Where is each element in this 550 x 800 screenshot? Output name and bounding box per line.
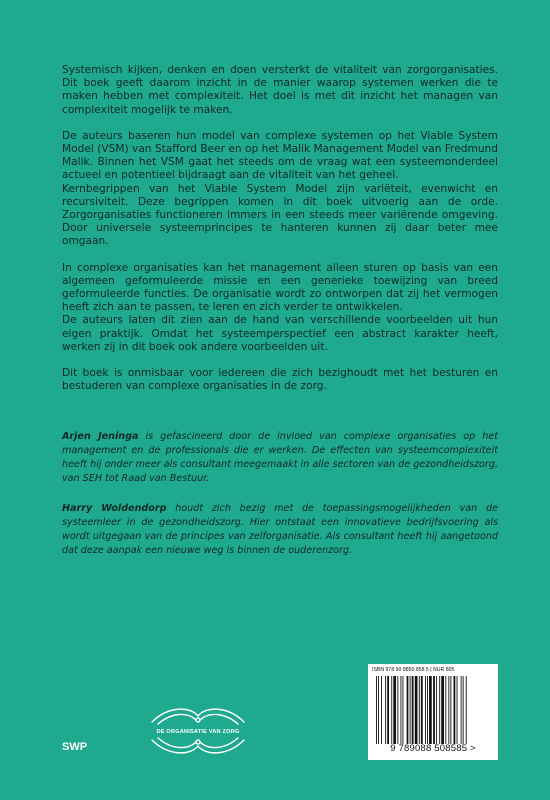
- publisher-website: www.swpboek.com: [407, 755, 459, 761]
- barcode-digits: 9 789088 508585 >: [390, 743, 476, 754]
- blurb-paragraph: De auteurs baseren hun model van complexe systemen op het Viable System Model (VSM) van Stafford Beer en op het Malik Management Model van Fredmund Malik. Binnen het VSM gaat het steeds om de vraag wat een systeemonderdeel actueel en potentieel bijdraagt aan de vitaliteit van het geheel.: [62, 129, 498, 182]
- barcode-panel: [368, 664, 498, 760]
- author-name: Harry Woldendorp: [62, 503, 167, 514]
- series-label: DE ORGANISATIE VAN ZORG: [156, 729, 240, 735]
- blurb-paragraph: In complexe organisaties kan het management alleen sturen op basis van een algemeen geformuleerde missie en een generieke toewijzing van breed geformuleerde functies. De organisatie wordt zo ontworpen dat zij het vermogen heeft zich aan te passen, te leren en zich verder te ontwikkelen.: [62, 261, 498, 314]
- barcode-icon: [376, 676, 490, 744]
- back-cover-blurb: [62, 64, 498, 406]
- blurb-paragraph: Systemisch kijken, denken en doen versterkt de vitaliteit van zorgorganisaties. Dit boek geeft daarom inzicht in de manier waarop systemen werken die te maken hebben met complexiteit. Het doel is met dit inzicht het managen van complexiteit mogelijk te maken.: [62, 64, 498, 116]
- author-bio: [62, 430, 498, 486]
- author-bio-text: houdt zich bezig met de toepassingsmogelijkheden van de systeemleer in de gezondheidszorg. Hier ontstaat een innovatieve bedrijfsvoering als wordt uitgegaan van de principes van zelforganisatie. Als consultant heeft hij aangetoond dat deze aanpak een nieuwe weg is binnen de ouderenzorg.: [62, 503, 498, 556]
- author-bio-text: is gefascineerd door de invloed van complexe organisaties op het management en de professionals die er werken. De effecten van systeemcomplexiteit heeft hij onder meer als consultant meegemaakt in alle sectoren van de gezondheidszorg, van SEH tot Raad van Bestuur.: [62, 431, 498, 484]
- author-name: Arjen Jeninga: [62, 431, 139, 442]
- blurb-paragraph: Dit boek is onmisbaar voor iedereen die zich bezighoudt met het besturen en bestuderen van complexe organisaties in de zorg.: [62, 367, 498, 393]
- author-bio: [62, 502, 498, 558]
- publisher-logo: SWP: [62, 741, 88, 753]
- isbn-text: ISBN 978 90 8850 858 5 | NUR 805: [372, 667, 455, 673]
- blurb-paragraph: Kernbegrippen van het Viable System Model zijn variëteit, evenwicht en recursiviteit. Deze begrippen komen in dit boek uitvoerig aan de orde. Zorgorganisaties functioneren immers in een steeds meer variërende omgeving. Door universele systeemprincipes te hanteren kunnen zij daar beter mee omgaan.: [62, 182, 498, 248]
- author-bios: [62, 430, 498, 574]
- blurb-paragraph: De auteurs laten dit zien aan de hand van verschillende voorbeelden uit hun eigen praktijk. Omdat het systeemperspectief een abstract karakter heeft, werken zij in dit boek ook andere voorbeelden uit.: [62, 314, 498, 353]
